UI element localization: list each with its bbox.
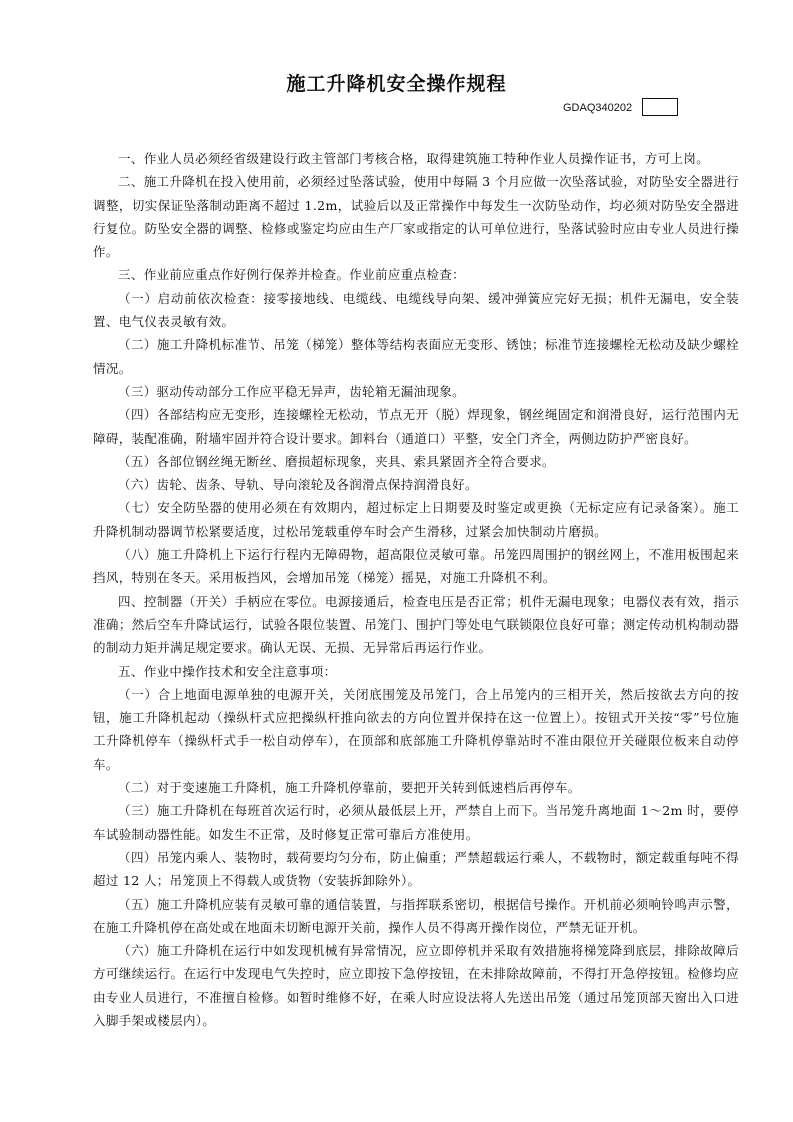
paragraph: （五）施工升降机应装有灵敏可靠的通信装置，与指挥联系密切，根据信号操作。开机前必须响铃鸣声示警，在施工升降机停在高处或在地面未切断电源开关前，操作人员不得离开操作岗位，严禁无证开机。 — [93, 896, 739, 935]
paragraph: （四）各部结构应无变形，连接螺栓无松动，节点无开（脱）焊现象，钢丝绳固定和润滑良好，运行范围内无障碍，装配准确，附墙牢固并符合设计要求。卸料台（通道口）平整，安全门齐全，两侧边防护严密良好。 — [93, 407, 739, 446]
document-title: 施工升降机安全操作规程 — [286, 73, 507, 95]
paragraph: 二、施工升降机在投入使用前，必须经过坠落试验，使用中每隔 3 个月应做一次坠落试验，对防坠安全器进行调整，切实保证坠落制动距离不超过 1.2m，试验后以及正常操作中每发生一次防坠动作，均必须对防坠安全器进行复位。防坠安全器的调整、检修或鉴定均应由生产厂家或指定的认可单位进行，坠落试验时应由专业人员进行操作。 — [93, 174, 739, 260]
paragraph: （八）施工升降机上下运行行程内无障碍物，超高限位灵敏可靠。吊笼四周围护的钢丝网上，不准用板围起来挡风，特别在冬天。采用板挡风，会增加吊笼（梯笼）摇晃，对施工升降机不利。 — [93, 547, 739, 586]
paragraph: （三）驱动传动部分工作应平稳无异声，齿轮箱无漏油现象。 — [118, 383, 465, 399]
paragraph: （六）齿轮、齿条、导轨、导向滚轮及各润滑点保持润滑良好。 — [118, 477, 478, 493]
paragraph: 一、作业人员必须经省级建设行政主管部门考核合格，取得建筑施工特种作业人员操作证书，方可上岗。 — [118, 151, 710, 166]
paragraph: （二）施工升降机标准节、吊笼（梯笼）整体等结构表面应无变形、锈蚀；标准节连接螺栓无松动及缺少螺栓情况。 — [93, 337, 739, 376]
paragraph: 四、控制器（开关）手柄应在零位。电源接通后，检查电压是否正常；机件无漏电现象；电器仪表有效，指示准确；然后空车升降试运行，试验各限位装置、吊笼门、围护门等处电气联锁限位良好可靠；测定传动机构制动器的制动力矩并满足规定要求。确认无误、无损、无异常后再运行作业。 — [93, 593, 739, 656]
paragraph: （一）合上地面电源单独的电源开关，关闭底围笼及吊笼门，合上吊笼内的三相开关，然后按欲去方向的按钮，施工升降机起动（操纵杆式应把操纵杆推向欲去的方向位置并保持在这一位置上）。按钮式开关按“零”号位施工升降机停车（操纵杆式手一松自动停车），在顶部和底部施工升降机停靠站时不准由限位开关碰限位板来自动停车。 — [93, 686, 739, 772]
paragraph: （六）施工升降机在运行中如发现机械有异常情况，应立即停机并采取有效措施将梯笼降到底层，排除故障后方可继续运行。在运行中发现电气失控时，应立即按下急停按钮，在未排除故障前，不得打开急停按钮。检修均应由专业人员进行，不准擅自检修。如暂时维修不好，在乘人时应设法将人先送出吊笼（通过吊笼顶部天窗出入口进入脚手架或楼层内）。 — [93, 943, 739, 1028]
document-number-box — [642, 98, 678, 116]
paragraph: （二）对于变速施工升降机，施工升降机停靠前，要把开关转到低速档后再停车。 — [118, 780, 581, 796]
paragraph: （七）安全防坠器的使用必须在有效期内，超过标定上日期要及时鉴定或更换（无标定应有记录备案）。施工升降机制动器调节松紧要适度，过松吊笼载重停车时会产生滑移，过紧会加快制动片磨损。 — [93, 500, 739, 539]
paragraph: （一）启动前依次检查：接零接地线、电缆线、电缆线导向架、缓冲弹簧应完好无损；机件无漏电，安全装置、电气仪表灵敏有效。 — [93, 290, 739, 330]
paragraph: （三）施工升降机在每班首次运行时，必须从最低层上开，严禁自上而下。当吊笼升离地面 1～2m 时，要停车试验制动器性能。如发生不正常，及时修复正常可靠后方准使用。 — [93, 803, 739, 842]
paragraph: （四）吊笼内乘人、装物时，载荷要均匀分布，防止偏重；严禁超载运行乘人，不载物时，额定载重每吨不得超过 12 人；吊笼顶上不得载人或货物（安装拆卸除外）。 — [93, 849, 739, 889]
paragraph: 三、作业前应重点作好例行保养并检查。作业前应重点检查： — [118, 267, 465, 283]
paragraph: 五、作业中操作技术和安全注意事项： — [118, 663, 337, 679]
document-body — [93, 147, 739, 1032]
document-number: GDAQ340202 — [563, 102, 633, 114]
paragraph: （五）各部位钢丝绳无断丝、磨损超标现象，夹具、索具紧固齐全符合要求。 — [118, 453, 555, 469]
